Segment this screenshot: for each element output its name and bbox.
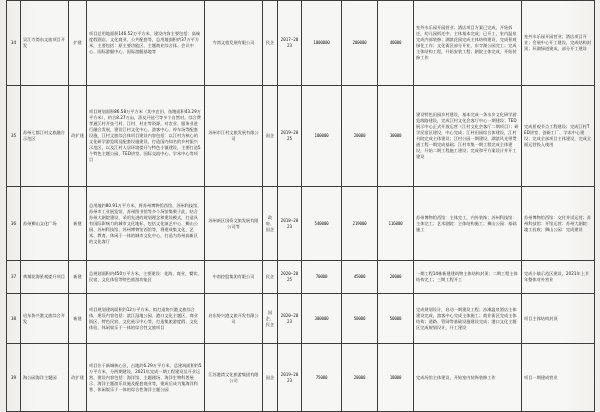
planned-investment: 116000: [378, 187, 414, 261]
annual-plan: 完成小镇示范区建设，2021年上半年整体对外营业: [522, 261, 595, 294]
construction-period: 2019—2023: [278, 344, 302, 412]
planned-investment: 30000: [378, 86, 414, 187]
planned-investment: 50000: [378, 294, 414, 344]
row-index: 34: [7, 1, 21, 86]
ownership-type: 国企: [263, 86, 278, 187]
table-row: [7, 1, 595, 86]
project-description: 项目规划面积86.58万平方米（其中农田、鱼塘面积43.29万平方米），约合8.27万亩，涉及开弦弓等多个自然村。综合费孝通江村开弦弓村、江村、村庄等资源，对农业、服务业进行融合发展，建设江村文化中心、游客中心、停车场等配套设施，江村文旅综合体项目建设内容包括：以江村为核心的文化研学游览线及配套设施建设，打造国内知名的乡村振兴示范区，以及江村人居环境提升与特色小镇建设，主要打造5个特色主题公园、TED讲堂、国际交流中心、学术中心等项目: [87, 86, 205, 187]
total-investment: 70000: [302, 261, 342, 294]
construction-type: 改扩建: [69, 344, 87, 412]
table-row: [7, 261, 595, 294]
table-row: [7, 86, 595, 187]
completed-investment: 45000: [342, 261, 378, 294]
planned-investment: 18000: [378, 344, 414, 412]
table-row: [7, 294, 595, 344]
total-investment: 75000: [302, 344, 342, 412]
project-name: 海公园海洋主题园: [21, 344, 69, 412]
annual-plan: 项目主体结构封顶: [522, 294, 595, 344]
completed-investment: 200000: [342, 1, 378, 86]
ownership-type: 民企: [263, 1, 278, 86]
row-index: 38: [7, 294, 21, 344]
project-owner: 苏州新区国资文旅发展有限公司等: [205, 187, 263, 261]
project-description: 总用地约80.91万平方米，将苏州博物馆西馆、苏州科技馆、苏州市工业展览馆、苏州图书馆等多个场馆集聚于此，结合苏州大剧院建设，采用先进的规划理念和建设模式，打造具有国际影响力的城市文化地标，包括文化演艺中心、狮山公园、苏州科技馆、苏州博物馆西馆等，将建成集文化、艺术、教育、休闲于一体的城市文化中心，打造为苏州高新区的文化客厅: [87, 187, 205, 261]
construction-type: 新建: [69, 187, 87, 261]
project-description: 项目规划建筑面积约12万平方米，拟打造协兴港文旅综合体，建设内容包括：滨江湿地公园、港口文化主题区、商业街区、特色民宿、文化展示中心等，打造集旅游度假、文化体验、休闲娱乐于一体的综合性文旅项目: [87, 294, 205, 344]
construction-type: 新建: [69, 294, 87, 344]
construction-period: 2019—2025: [278, 86, 302, 187]
total-investment: 540000: [302, 187, 342, 261]
project-description: 项目位于新城核心区，占地约6.29万平方米，总建筑面积约5万平方米，分两期建设。2021年完成一期工程建设及开业运营，建设内容包括：海洋馆、主题剧场、海洋生物科普展示、海洋主题游乐设施及配套商业等，建成后成为集海洋科普、休闲娱乐于一体的综合性海洋主题公园: [87, 344, 205, 412]
construction-period: 2020—2023: [278, 294, 302, 344]
project-description: 项目总用地面积146.52万平方米，建设内容主要包括：高端度假酒店、文化商业、公共配套等，总用地面积约37万平方米，主要包括：原主要功能区、主题商业综合体、会议中心、国际游艇中心、国际游艇基地等: [87, 1, 205, 86]
ownership-type: 民企: [263, 261, 278, 294]
project-name: 吴江寺湾东文旅项目开发: [21, 1, 69, 86]
annual-plan: 完成景观节点工程建设；完成江村TED讲堂、创新工厂、学术中心建设；完成全部项目主体建设，完成全面运营投入使用: [522, 86, 595, 187]
progress-text: 完成规划设计，启动一期建设工程；沙滩温泉酒店主体建设完成，游客中心完成主体施工；商业街区完成主体结构；道路、管网等基础设施建设完成；港口文化主题区完成规划设计，开工建设: [414, 294, 522, 344]
ownership-type: 国企、民企: [263, 294, 278, 344]
project-owner: 中南控股集团有限公司: [205, 261, 263, 294]
construction-period: 2018—2023: [278, 187, 302, 261]
project-name: 启东协兴港文旅综合开发: [21, 294, 69, 344]
project-name: 黄埔花海景观提升项目: [21, 261, 69, 294]
project-owner: 启东协兴港文旅开发有限公司: [205, 294, 263, 344]
total-investment: 100000: [302, 86, 342, 187]
project-owner: 寺湾文旅发展有限公司: [205, 1, 263, 86]
progress-text: 苏州博物馆西馆：主体完工，内外装饰；苏州科技馆：主体完工；艺术剧院：主体结构施工；狮山公园：基础施工: [414, 187, 522, 261]
ownership-type: 国企: [263, 344, 278, 412]
ownership-type: 政府、国企: [263, 187, 278, 261]
project-table: [6, 0, 595, 412]
row-index: 39: [7, 344, 21, 412]
completed-investment: 50000: [342, 294, 378, 344]
construction-period: 2020—2025: [278, 261, 302, 294]
annual-plan: 项目一期建成营业: [522, 344, 595, 412]
progress-text: 一期工程14栋新建建筑物主体结构封顶；二期工程主体结构完工；三期工程开工: [414, 261, 522, 294]
annual-plan: 室外水乐园开园营业；酒店项目开业；会展中心开工建设，完成结构封顶；环湖绿道建成，部分开工建设: [522, 1, 595, 86]
planned-investment: 20000: [378, 261, 414, 294]
project-name: 苏州狮山文化广场: [21, 187, 69, 261]
row-index: 37: [7, 261, 21, 294]
project-description: 总规划面积约450万平方米，主要建设：花海、商业、餐饮、民宿、文化体验等特色旅游功能区: [87, 261, 205, 294]
project-name: 苏州七都江村文旅融合示范区: [21, 86, 69, 187]
completed-investment: 219000: [342, 187, 378, 261]
project-owner: 江苏港湾文化旅游集团有限公司: [205, 344, 263, 412]
planned-investment: 40000: [378, 1, 414, 86]
construction-type: 改扩建: [69, 86, 87, 187]
project-owner: 苏州市江村文旅发展有限公司: [205, 86, 263, 187]
table-row: [7, 187, 595, 261]
total-investment: 300000: [302, 294, 342, 344]
annual-plan: 苏州博物馆西馆：交付并试运营；苏州科技馆：开馆运营；苏州大剧院：竣工验收；狮山公园：完成建设: [522, 187, 595, 261]
table-row: [7, 344, 595, 412]
completed-investment: 20000: [342, 86, 378, 187]
total-investment: 1000000: [302, 1, 342, 86]
row-index: 36: [7, 187, 21, 261]
progress-text: 建设特色田园乡村建设，基本完成一条水乡文化研学游览线路建设，完成江村文化会客厅中心一期建设；TED展示中心正式开放运营（江村文化会客厅二期项目）；研学民宿区建设，中心完成；江村田园综合体建设，江村书院完成主体建设；江村公园一期建设，湖滨风光带贯通工程一期完成基础；江村市集一期工程完成主体建设，开始二期工程施工建设；完成和平方案设计并开工建设: [414, 86, 522, 187]
progress-text: 完成场馆主体建设，开始室内装饰装修工作: [414, 344, 522, 412]
progress-text: 室外水乐园开园营业；酒店项目方案已完成，开始拆迁，幼儿园拆迁中，主体基本完成；已开工，室内温泉完成内部装修；湖滨花园完成主体结构建设，完成景观绿化工作；文化街区部分开业，东寺湖公园完工；完成主体结构工程，开始安装工程；剧院主体完成，开始装修工作: [414, 1, 522, 86]
row-index: 35: [7, 86, 21, 187]
construction-type: 新建: [69, 261, 87, 294]
completed-investment: 20000: [342, 344, 378, 412]
construction-type: 扩建: [69, 1, 87, 86]
construction-period: 2017—2023: [278, 1, 302, 86]
